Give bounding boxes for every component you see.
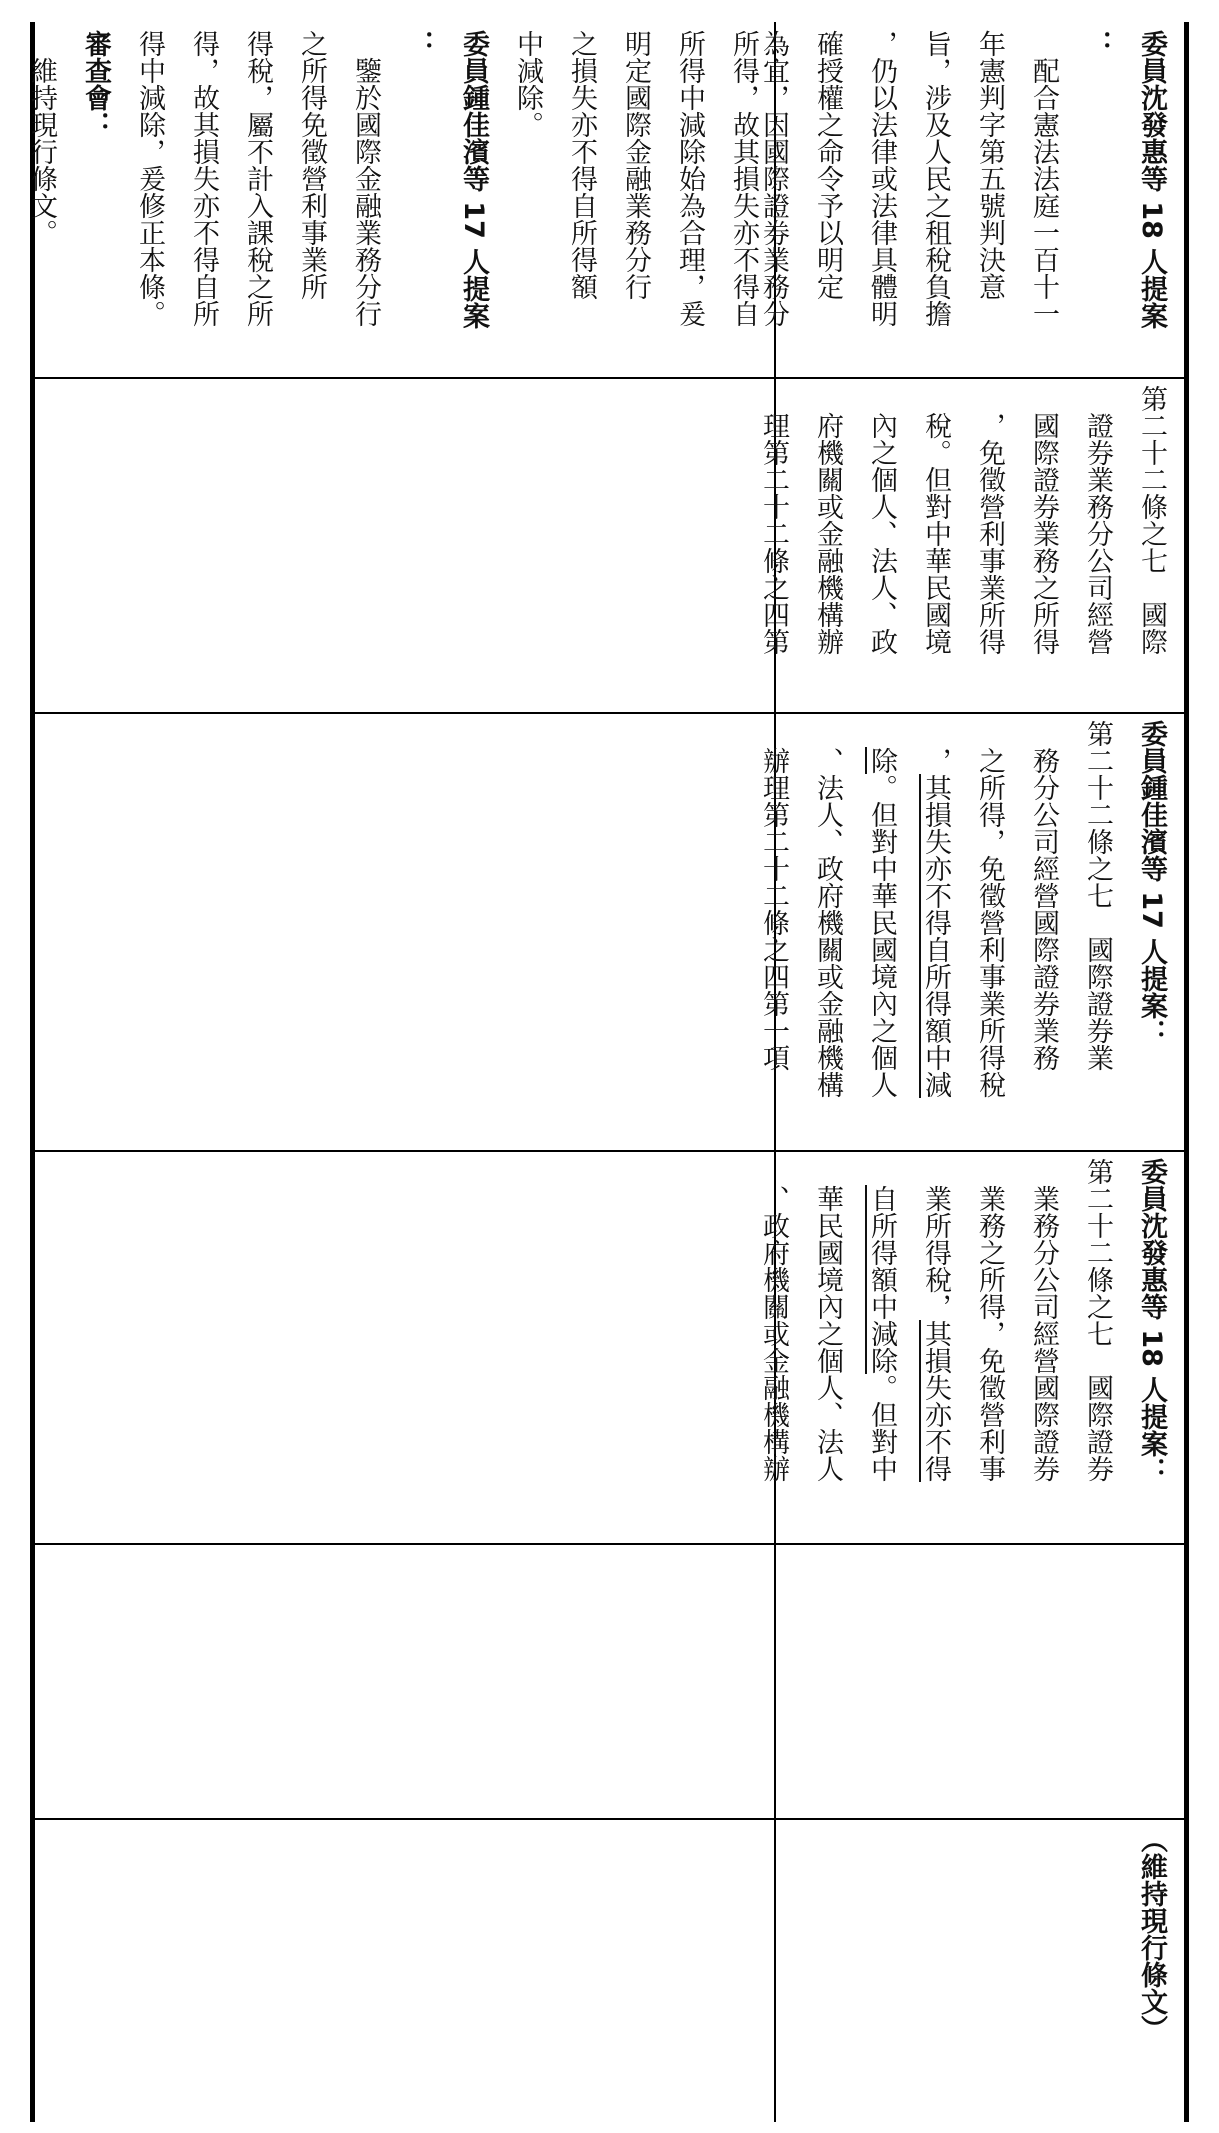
table-border-right (1184, 22, 1189, 2122)
proposal-17-colon: ： (404, 30, 435, 57)
current-article-line: 證券業務分公司經營 (1082, 412, 1113, 655)
proposal-18-line: 配合憲法法庭一百十一 (1028, 57, 1059, 327)
proposal-17-line: 得中減除，爰修正本條。 (134, 30, 165, 327)
proposal-17-article-line (908, 720, 962, 1148)
explanation-line: 明定國際金融業務分行 (620, 30, 651, 300)
current-article-line: 稅。但對中華民國境 (920, 412, 951, 655)
row-divider (35, 1818, 1184, 1820)
proposal-18-article-line: 、政府機關或金融機構辦 (758, 1185, 789, 1482)
explanation-line: 所得中減除始為合理，爰 (674, 30, 705, 327)
proposal-17-article-line: 之所得，免徵營利事業所得稅 (974, 747, 1005, 1098)
current-article-line: ，免徵營利事業所得 (974, 412, 1005, 655)
proposal-18-article-line: 第二十二條之七 國際證券 (1082, 1158, 1113, 1482)
proposal-18-colon: ： (1082, 30, 1113, 57)
proposal-18-article-line: 業務之所得，免徵營利事 (974, 1185, 1005, 1482)
underlined-amendment: 其損失亦不得自所得額中減 (920, 774, 951, 1098)
underlined-amendment: 除 (866, 747, 897, 774)
proposal-17-article-cell (758, 720, 1178, 1148)
proposal-18-line: ，仍以法律或法律具體明 (866, 30, 897, 327)
proposal-18-article-line (854, 1158, 908, 1541)
proposal-17-article-line (854, 720, 908, 1148)
committee-decision-cell (778, 1826, 1178, 2116)
proposal-17-line: 鑒於國際金融業務分行 (350, 57, 381, 327)
review-heading: 審查會： (80, 30, 111, 138)
proposal-17-article-heading: 委員鍾佳濱等 17 人提案： (1136, 720, 1167, 1047)
current-article-line: 第二十二條之七 國際 (1136, 385, 1167, 655)
current-article-line: 內之個人、法人、政 (866, 412, 897, 655)
proposal-17-article-line: 務分公司經營國際證券業務 (1028, 747, 1059, 1071)
underlined-amendment: 其損失亦不得 (920, 1320, 951, 1482)
proposal-18-line: 為宜，因國際證券業務分 (758, 30, 789, 327)
proposal-18-article-heading: 委員沈發惠等 18 人提案： (1136, 1158, 1167, 1485)
explanation-line: 所得，故其損失亦不得自 (728, 30, 759, 327)
proposal-17-article-line: 第二十二條之七 國際證券業 (1082, 720, 1113, 1071)
committee-decision-text: （維持現行條文） (1136, 1826, 1167, 2042)
proposal-17-line: 得，故其損失亦不得自所 (188, 30, 219, 327)
explanation-line: 中減除。 (512, 30, 543, 138)
review-line: 維持現行條文。 (26, 57, 57, 246)
proposal-17-line: 得稅，屬不計入課稅之所 (242, 30, 273, 327)
row-divider (35, 1543, 1184, 1545)
proposal-17-article-line: 辦理第二十二條之四第一項 (758, 747, 789, 1071)
row-divider (35, 1150, 1184, 1152)
row-divider (35, 712, 1184, 714)
current-article-line: 國際證券業務之所得 (1028, 412, 1059, 655)
proposal-18-line: 年憲判字第五號判決意 (974, 30, 1005, 300)
proposal-18-article-line: 業務分公司經營國際證券 (1028, 1185, 1059, 1482)
proposal-17-heading: 委員鍾佳濱等 17 人提案 (458, 30, 489, 330)
current-article-cell (758, 385, 1178, 710)
underlined-amendment: 自所得額中減除 (866, 1185, 897, 1374)
text-segment: 業所得稅， (920, 1185, 951, 1320)
explanation-cell (26, 30, 770, 375)
proposal-17-article-line: 、法人、政府機關或金融機構 (812, 747, 843, 1098)
proposal-18-article-cell (758, 1158, 1178, 1541)
proposal-18-article-line (908, 1158, 962, 1541)
explanation-cell-right (758, 30, 1178, 375)
proposal-18-article-line: 華民國境內之個人、法人 (812, 1185, 843, 1482)
text-segment: ， (920, 747, 951, 774)
text-segment: 。但對中華民國境內之個人 (866, 774, 897, 1098)
proposal-17-line: 之所得免徵營利事業所 (296, 30, 327, 300)
proposal-18-line: 確授權之命令予以明定 (812, 30, 843, 300)
row-divider (35, 377, 1184, 379)
proposal-18-line: 旨，涉及人民之租稅負擔 (920, 30, 951, 327)
current-article-line: 府機關或金融機構辦 (812, 412, 843, 655)
proposal-18-heading: 委員沈發惠等 18 人提案 (1136, 30, 1167, 330)
current-article-line: 理第二十二條之四第 (758, 412, 789, 655)
explanation-line: 之損失亦不得自所得額 (566, 30, 597, 300)
text-segment: 。但對中 (866, 1374, 897, 1482)
